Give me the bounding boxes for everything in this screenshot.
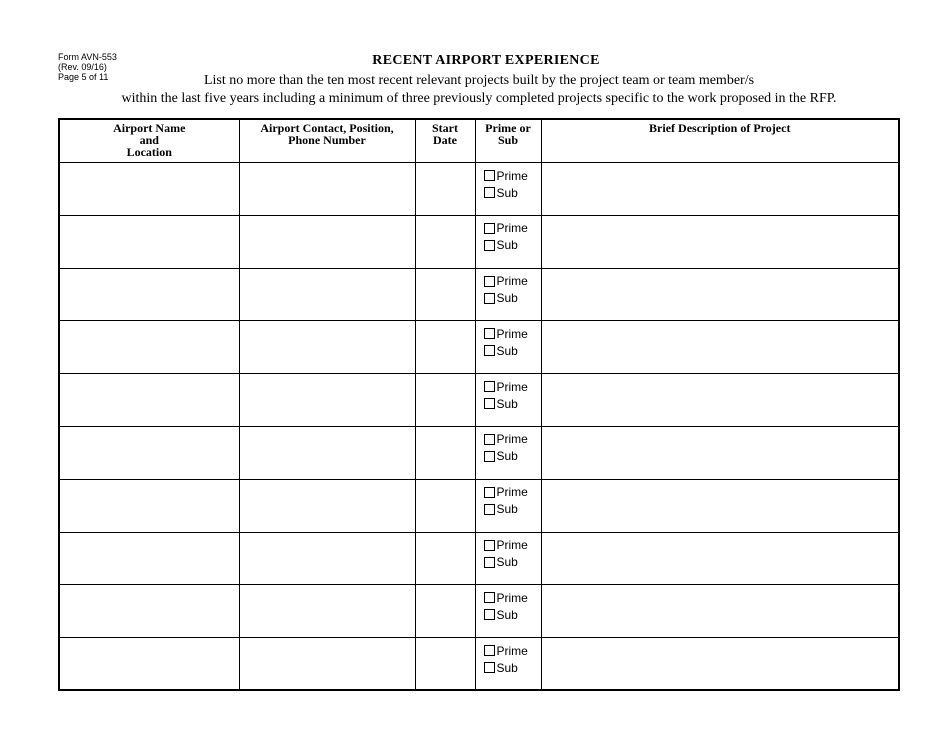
header-airport-line-3: Location xyxy=(126,145,172,159)
start-date-cell[interactable] xyxy=(415,585,475,638)
prime-sub-options xyxy=(476,163,541,201)
prime-sub-options xyxy=(476,638,541,676)
header-start-line-1: Start xyxy=(432,121,458,135)
start-date-cell[interactable] xyxy=(415,638,475,691)
airport-cell[interactable] xyxy=(59,163,239,216)
start-date-cell[interactable] xyxy=(415,321,475,374)
sub-option xyxy=(484,501,541,518)
header-prime-sub xyxy=(475,119,541,163)
prime-option xyxy=(484,220,541,237)
prime-checkbox[interactable] xyxy=(484,328,495,339)
prime-sub-options xyxy=(476,480,541,518)
sub-label: Sub xyxy=(496,660,518,675)
start-date-cell[interactable] xyxy=(415,163,475,216)
airport-cell[interactable] xyxy=(59,426,239,479)
table-row xyxy=(59,532,899,585)
prime-sub-options xyxy=(476,269,541,307)
description-cell[interactable] xyxy=(541,479,899,532)
airport-cell[interactable] xyxy=(59,532,239,585)
sub-label: Sub xyxy=(496,343,518,358)
sub-checkbox[interactable] xyxy=(484,609,495,620)
sub-checkbox[interactable] xyxy=(484,557,495,568)
prime-label: Prime xyxy=(496,168,528,183)
prime-sub-cell xyxy=(475,479,541,532)
start-date-cell[interactable] xyxy=(415,532,475,585)
sub-option xyxy=(484,448,541,465)
prime-label: Prime xyxy=(496,274,528,289)
sub-checkbox[interactable] xyxy=(484,345,495,356)
prime-option xyxy=(484,589,541,606)
sub-label: Sub xyxy=(496,555,518,570)
table-row xyxy=(59,163,899,216)
contact-cell[interactable] xyxy=(239,479,415,532)
table-row xyxy=(59,268,899,321)
contact-cell[interactable] xyxy=(239,426,415,479)
form-number: Form AVN-553 xyxy=(58,52,117,62)
sub-label: Sub xyxy=(496,449,518,464)
prime-checkbox[interactable] xyxy=(484,381,495,392)
contact-cell[interactable] xyxy=(239,268,415,321)
description-cell[interactable] xyxy=(541,532,899,585)
prime-sub-cell xyxy=(475,426,541,479)
sub-option xyxy=(484,395,541,412)
prime-checkbox[interactable] xyxy=(484,487,495,498)
prime-label: Prime xyxy=(496,432,528,447)
sub-option xyxy=(484,659,541,676)
start-date-cell[interactable] xyxy=(415,479,475,532)
sub-label: Sub xyxy=(496,238,518,253)
sub-label: Sub xyxy=(496,291,518,306)
page-title: RECENT AIRPORT EXPERIENCE xyxy=(372,53,600,68)
header-prime-sub-line-2: Sub xyxy=(497,133,519,147)
table-row xyxy=(59,374,899,427)
contact-cell[interactable] xyxy=(239,374,415,427)
sub-checkbox[interactable] xyxy=(484,662,495,673)
sub-checkbox[interactable] xyxy=(484,451,495,462)
instructions-line-2: within the last five years including a minimum of three previously completed projects specific to the work proposed in the RFP. xyxy=(121,91,837,106)
sub-label: Sub xyxy=(496,607,518,622)
description-cell[interactable] xyxy=(541,585,899,638)
prime-option xyxy=(484,642,541,659)
prime-sub-cell xyxy=(475,374,541,427)
prime-label: Prime xyxy=(496,221,528,236)
prime-option xyxy=(484,484,541,501)
prime-sub-options xyxy=(476,585,541,623)
header-description-line-1: Brief Description of Project xyxy=(649,121,791,135)
header-contact-line-1: Airport Contact, Position, xyxy=(260,121,394,135)
airport-cell[interactable] xyxy=(59,585,239,638)
sub-label: Sub xyxy=(496,396,518,411)
contact-cell[interactable] xyxy=(239,638,415,691)
sub-option xyxy=(484,606,541,623)
airport-cell[interactable] xyxy=(59,321,239,374)
prime-checkbox[interactable] xyxy=(484,170,495,181)
start-date-cell[interactable] xyxy=(415,426,475,479)
start-date-cell[interactable] xyxy=(415,268,475,321)
prime-sub-cell xyxy=(475,532,541,585)
header-start-date xyxy=(415,119,475,163)
prime-label: Prime xyxy=(496,326,528,341)
start-date-cell[interactable] xyxy=(415,215,475,268)
prime-checkbox[interactable] xyxy=(484,645,495,656)
table-row xyxy=(59,215,899,268)
sub-option xyxy=(484,290,541,307)
description-cell[interactable] xyxy=(541,374,899,427)
sub-checkbox[interactable] xyxy=(484,240,495,251)
table-row xyxy=(59,321,899,374)
prime-label: Prime xyxy=(496,538,528,553)
prime-sub-options xyxy=(476,533,541,571)
sub-label: Sub xyxy=(496,185,518,200)
prime-sub-cell xyxy=(475,585,541,638)
header-prime-sub-line-1: Prime or xyxy=(485,121,531,135)
header-description xyxy=(541,119,899,163)
header-start-line-2: Date xyxy=(433,133,457,147)
airport-cell[interactable] xyxy=(59,479,239,532)
prime-checkbox[interactable] xyxy=(484,223,495,234)
sub-option xyxy=(484,184,541,201)
sub-checkbox[interactable] xyxy=(484,187,495,198)
experience-table xyxy=(58,118,900,691)
header-contact xyxy=(239,119,415,163)
prime-sub-options xyxy=(476,216,541,254)
contact-cell[interactable] xyxy=(239,532,415,585)
prime-sub-cell xyxy=(475,638,541,691)
table-row xyxy=(59,585,899,638)
description-cell[interactable] xyxy=(541,268,899,321)
header-airport-line-1: Airport Name xyxy=(113,121,186,135)
instructions-line-1: List no more than the ten most recent relevant projects built by the project team or team member/s xyxy=(203,73,755,88)
sub-checkbox[interactable] xyxy=(484,293,495,304)
table-row xyxy=(59,479,899,532)
prime-option xyxy=(484,273,541,290)
prime-checkbox[interactable] xyxy=(484,592,495,603)
prime-option xyxy=(484,431,541,448)
airport-cell[interactable] xyxy=(59,268,239,321)
sub-option xyxy=(484,237,541,254)
prime-option xyxy=(484,378,541,395)
header-contact-line-2: Phone Number xyxy=(288,133,366,147)
airport-cell[interactable] xyxy=(59,215,239,268)
sub-option xyxy=(484,554,541,571)
prime-checkbox[interactable] xyxy=(484,276,495,287)
start-date-cell[interactable] xyxy=(415,374,475,427)
sub-option xyxy=(484,342,541,359)
prime-label: Prime xyxy=(496,485,528,500)
sub-checkbox[interactable] xyxy=(484,398,495,409)
prime-label: Prime xyxy=(496,590,528,605)
table-row xyxy=(59,638,899,691)
prime-checkbox[interactable] xyxy=(484,540,495,551)
prime-option xyxy=(484,325,541,342)
prime-sub-options xyxy=(476,427,541,465)
description-cell[interactable] xyxy=(541,638,899,691)
prime-sub-cell xyxy=(475,321,541,374)
airport-cell[interactable] xyxy=(59,374,239,427)
prime-option xyxy=(484,167,541,184)
airport-cell[interactable] xyxy=(59,638,239,691)
table-row xyxy=(59,426,899,479)
prime-sub-cell xyxy=(475,215,541,268)
sub-checkbox[interactable] xyxy=(484,504,495,515)
prime-label: Prime xyxy=(496,379,528,394)
header-airport-line-2: and xyxy=(139,133,159,147)
contact-cell[interactable] xyxy=(239,163,415,216)
prime-sub-options xyxy=(476,374,541,412)
prime-sub-cell xyxy=(475,268,541,321)
description-cell[interactable] xyxy=(541,163,899,216)
description-cell[interactable] xyxy=(541,215,899,268)
prime-checkbox[interactable] xyxy=(484,434,495,445)
form-revision: (Rev. 09/16) xyxy=(58,62,107,72)
page-number: Page 5 of 11 xyxy=(58,72,109,82)
description-cell[interactable] xyxy=(541,321,899,374)
contact-cell[interactable] xyxy=(239,321,415,374)
contact-cell[interactable] xyxy=(239,585,415,638)
prime-sub-cell xyxy=(475,163,541,216)
header-airport xyxy=(59,119,239,163)
prime-option xyxy=(484,537,541,554)
prime-label: Prime xyxy=(496,643,528,658)
description-cell[interactable] xyxy=(541,426,899,479)
contact-cell[interactable] xyxy=(239,215,415,268)
sub-label: Sub xyxy=(496,502,518,517)
prime-sub-options xyxy=(476,321,541,359)
